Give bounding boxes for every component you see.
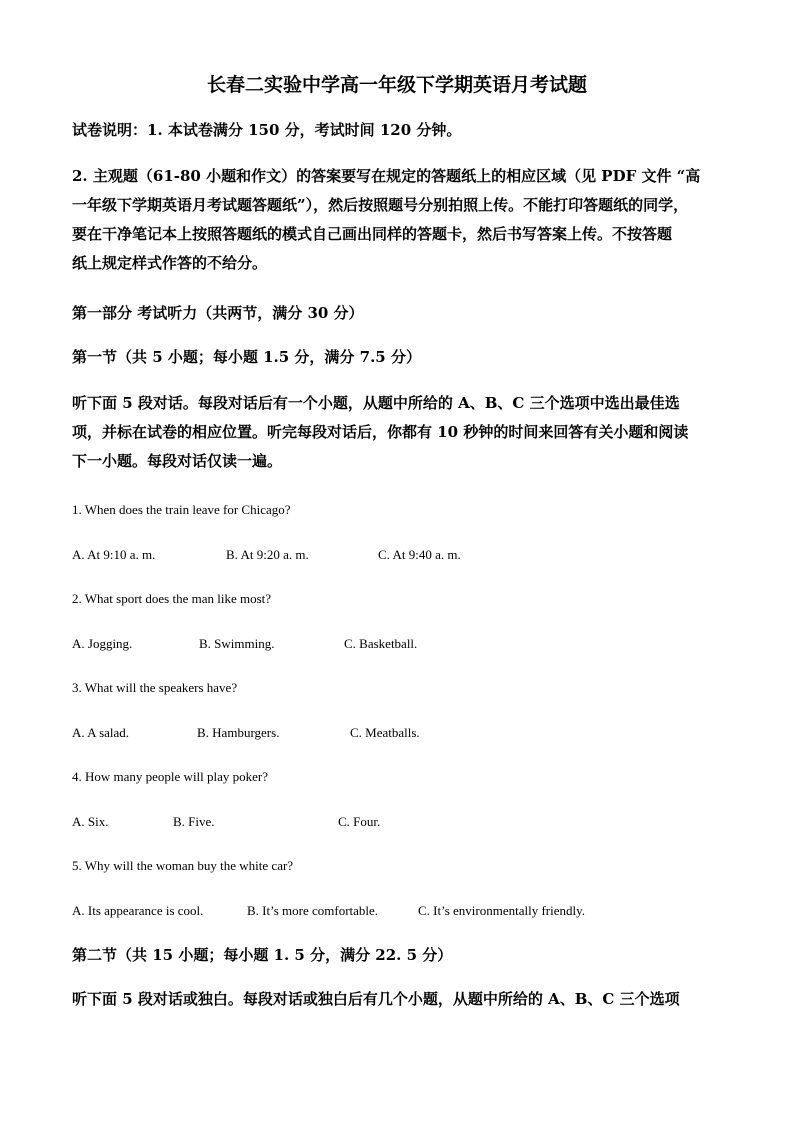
question-4-option-b: B. Five. [173, 814, 215, 829]
question-1-option-c: C. At 9:40 a. m. [378, 547, 461, 562]
question-2-option-b: B. Swimming. [199, 636, 275, 651]
question-5-option-b: B. It’s more comfortable. [247, 903, 379, 918]
instruction-line-1: 试卷说明：1. 本试卷满分 150 分，考试时间 120 分钟。 [72, 121, 462, 139]
instruction-text-line: 要在干净笔记本上按照答题纸的模式自己画出同样的答题卡，然后书写答案上传。不按答题 [72, 225, 673, 243]
question-5-option-a: A. Its appearance is cool. [72, 903, 204, 918]
section1-heading: 第一节（共 5 小题；每小题 1.5 分，满分 7.5 分） [72, 348, 421, 366]
directions-text-line: 听下面 5 段对话。每段对话后有一个小题，从题中所给的 A、B、C 三个选项中选出最佳选 [72, 394, 680, 412]
question-1-option-a: A. At 9:10 a. m. [72, 547, 156, 562]
page-title: 长春二实验中学高一年级下学期英语月考试题 [206, 74, 587, 96]
question-4-option-a: A. Six. [72, 814, 109, 829]
directions-text-line: 项，并标在试卷的相应位置。听完每段对话后，你都有 10 秒钟的时间来回答有关小题和阅读 [72, 423, 689, 441]
question-1-option-b: B. At 9:20 a. m. [226, 547, 309, 562]
section1-directions [72, 389, 728, 476]
question-5-option-c: C. It’s environmentally friendly. [418, 903, 586, 918]
section2-directions: 听下面 5 段对话或独白。每段对话或独白后有几个小题，从题中所给的 A、B、C 三个选项 [72, 990, 680, 1008]
instruction-text-line: 2. 主观题（61-80 小题和作文）的答案要写在规定的答题纸上的相应区域（见 PDF 文件 “高 [72, 167, 701, 185]
question-3-option-c: C. Meatballs. [350, 725, 420, 740]
directions-text-line: 下一小题。每段对话仅读一遍。 [72, 452, 283, 470]
question-2: 2. What sport does the man like most? [72, 591, 272, 606]
section2-heading: 第二节（共 15 小题；每小题 1. 5 分，满分 22. 5 分） [72, 946, 453, 964]
question-3-option-b: B. Hamburgers. [197, 725, 280, 740]
question-3: 3. What will the speakers have? [72, 680, 238, 695]
instruction-text-line: 一年级下学期英语月考试题答题纸”），然后按照题号分别拍照上传。不能打印答题纸的同学， [72, 196, 689, 214]
question-4: 4. How many people will play poker? [72, 769, 269, 784]
question-2-option-c: C. Basketball. [344, 636, 418, 651]
instruction-paragraph-2 [72, 162, 728, 278]
question-3-option-a: A. A salad. [72, 725, 130, 740]
question-2-option-a: A. Jogging. [72, 636, 133, 651]
question-4-option-c: C. Four. [338, 814, 381, 829]
part1-heading: 第一部分 考试听力（共两节，满分 30 分） [72, 304, 364, 322]
instruction-text-line: 纸上规定样式作答的不给分。 [72, 254, 268, 272]
question-5: 5. Why will the woman buy the white car? [72, 858, 294, 873]
question-1: 1. When does the train leave for Chicago? [72, 502, 291, 517]
